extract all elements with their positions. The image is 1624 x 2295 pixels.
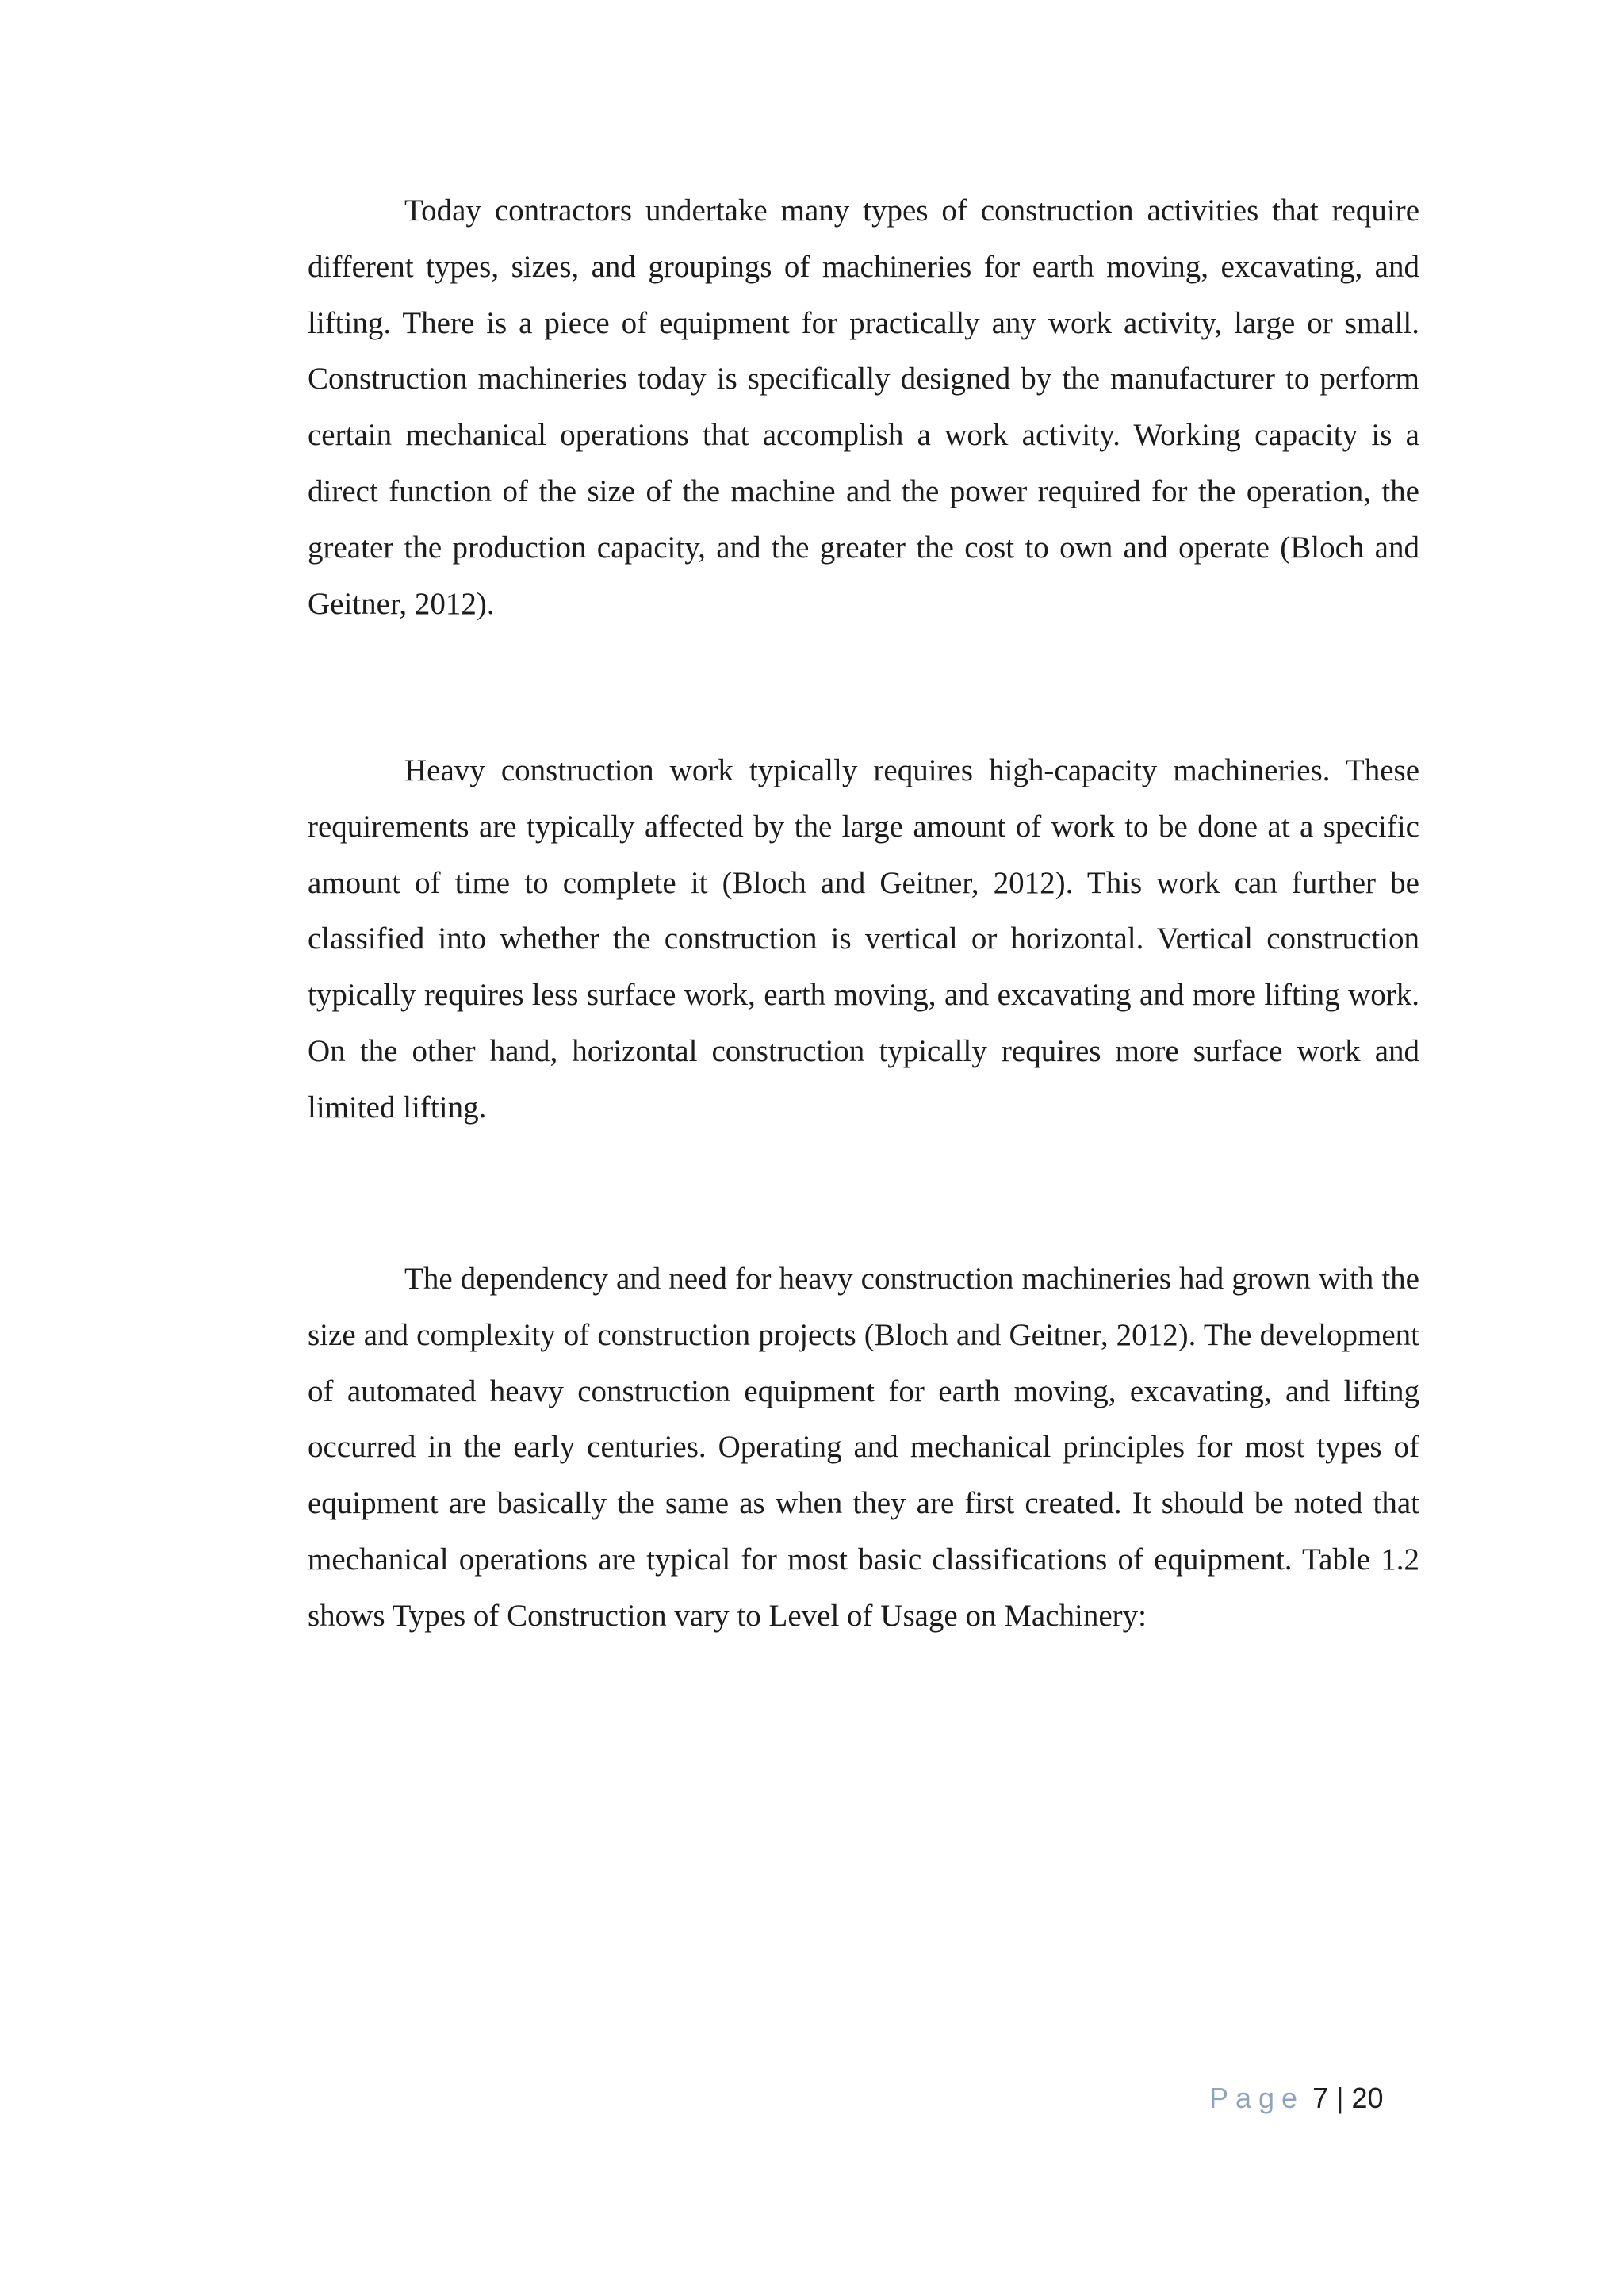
body-paragraph-2: Heavy construction work typically requires high-capacity machineries. These requirements are typically affected by the large amount of work to be done at a specific amount of time to complete it (Bloch and Geitner, 2012). This work can further be classified into whether the construction is vertical or horizontal. Vertical construction typically requires less surface work, earth moving, and excavating and more lifting work. On the other hand, horizontal construction typically requires more surface work and limited lifting. bbox=[308, 753, 1419, 1125]
page-separator: | bbox=[1336, 2082, 1344, 2114]
page-footer bbox=[1209, 2079, 1384, 2117]
page-number: 7 bbox=[1312, 2082, 1329, 2114]
page-label: Page bbox=[1209, 2082, 1305, 2114]
total-pages: 20 bbox=[1351, 2082, 1384, 2114]
body-paragraph-3: The dependency and need for heavy construction machineries had grown with the size and complexity of construction projects (Bloch and Geitner, 2012). The development of automated heavy construction equipment for earth moving, excavating, and lifting occurred in the early centuries. Operating and mechanical principles for most types of equipment are basically the same as when they are first created. It should be noted that mechanical operations are typical for most basic classifications of equipment. Table 1.2 shows Types of Construction vary to Level of Usage on Machinery: bbox=[308, 1262, 1419, 1633]
body-paragraph-1: Today contractors undertake many types of construction activities that require different types, sizes, and groupings of machineries for earth moving, excavating, and lifting. There is a piece of equipment for practically any work activity, large or small. Construction machineries today is specifically designed by the manufacturer to perform certain mechanical operations that accomplish a work activity. Working capacity is a direct function of the size of the machine and the power required for the operation, the greater the production capacity, and the greater the cost to own and operate (Bloch and Geitner, 2012). bbox=[308, 193, 1419, 621]
